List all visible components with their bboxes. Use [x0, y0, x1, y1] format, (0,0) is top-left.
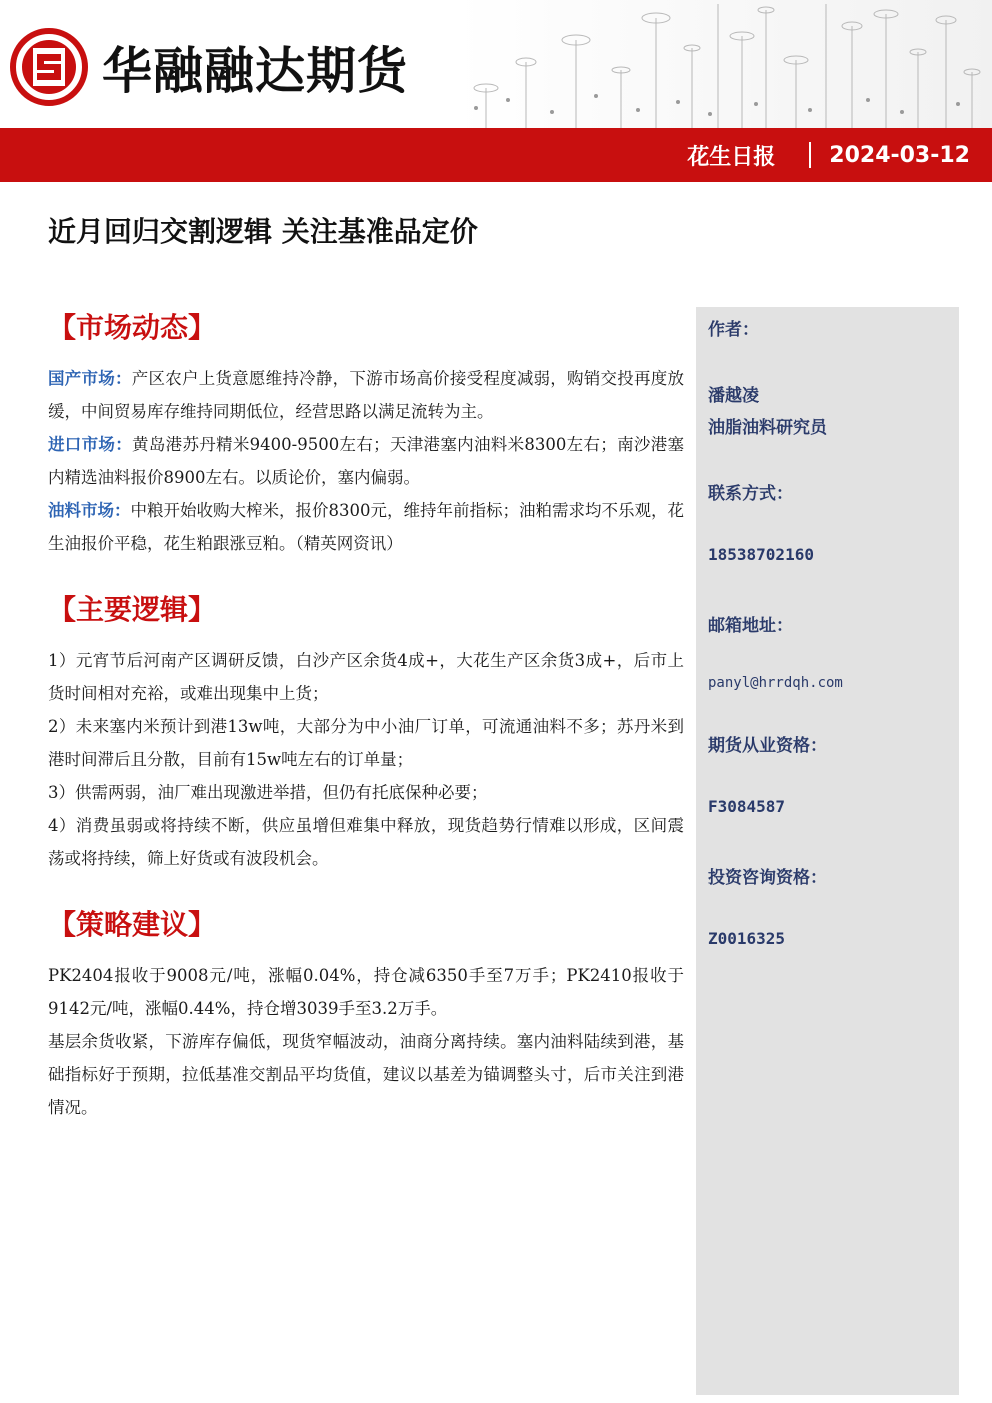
- market-item-oil: [48, 494, 684, 560]
- futures-qualification-label: 期货从业资格：: [708, 736, 827, 756]
- logic-item: 2）未来塞内米预计到港13w吨，大部分为中小油厂订单，可流通油料不多；苏丹米到港时间滞后且分散，目前有15w吨左右的订单量；: [48, 717, 684, 769]
- market-text: 产区农户上货意愿维持冷静，下游市场高价接受程度减弱，购销交投再度放缓，中间贸易库存维持同期低位，经营思路以满足流转为主。: [48, 369, 685, 421]
- logic-item: 3）供需两弱，油厂难出现激进举措，但仍有托底保种必要；: [48, 783, 488, 802]
- author-label: 作者：: [708, 320, 759, 340]
- author-title: 油脂油料研究员: [708, 418, 827, 438]
- market-item-domestic: [48, 362, 684, 428]
- market-label: 油料市场：: [48, 501, 131, 520]
- futures-qualification-value: F3084587: [708, 797, 786, 816]
- market-text: 中粮开始收购大榨米，报价8300元，维持年前指标；油粕需求均不乐观，花生油报价平稳，花生粕跟涨豆粕。（精英网资讯）: [48, 501, 684, 553]
- strategy-item: PK2404报收于9008元/吨，涨幅0.04%，持仓减6350手至7万手；PK2410报收于9142元/吨，涨幅0.44%，持仓增3039手至3.2万手。: [48, 966, 684, 1018]
- header-decoration: [456, 0, 992, 128]
- advisory-qualification-label: 投资咨询资格：: [708, 868, 827, 888]
- main-content: [48, 308, 684, 1124]
- email-label: 邮箱地址：: [708, 616, 793, 636]
- company-logo-icon: [10, 28, 88, 106]
- strategy-item: 基层余货收紧，下游库存偏低，现货窄幅波动，油商分离持续。塞内油料陆续到港，基础指标好于预期，拉低基准交割品平均货值，建议以基差为锚调整头寸，后市关注到港情况。: [48, 1032, 684, 1117]
- brand-name: 华融融达期货: [102, 42, 408, 100]
- market-text: 黄岛港苏丹精米9400-9500左右；天津港塞内油料米8300左右；南沙港塞内精选油料报价8900左右。以质论价，塞内偏弱。: [48, 435, 684, 487]
- logic-item: 1）元宵节后河南产区调研反馈，白沙产区余货4成+，大花生产区余货3成+，后市上货时间相对充裕，或难出现集中上货；: [48, 651, 684, 703]
- author-name: 潘越凌: [708, 386, 759, 406]
- market-item-import: [48, 428, 684, 494]
- report-date: 2024-03-12: [829, 142, 970, 168]
- contact-phone: 18538702160: [708, 545, 814, 564]
- section-heading-strategy: 【策略建议】: [48, 908, 217, 941]
- brand-logo: [10, 22, 408, 112]
- advisory-qualification-value: Z0016325: [708, 929, 786, 948]
- contact-label: 联系方式：: [708, 484, 793, 504]
- market-label: 进口市场：: [48, 435, 133, 454]
- market-label: 国产市场：: [48, 369, 132, 388]
- author-sidebar: [696, 307, 959, 1395]
- logic-item: 4）消费虽弱或将持续不断，供应虽增但难集中释放，现货趋势行情难以形成，区间震荡或将持续，筛上好货或有波段机会。: [48, 816, 684, 868]
- banner-divider: [809, 142, 811, 168]
- section-heading-market: 【市场动态】: [48, 311, 217, 344]
- email-address[interactable]: panyl@hrrdqh.com: [708, 675, 843, 691]
- report-type: 花生日报: [687, 144, 776, 170]
- report-title: 近月回归交割逻辑 关注基准品定价: [48, 215, 478, 248]
- header-banner: [0, 128, 992, 182]
- section-heading-logic: 【主要逻辑】: [48, 593, 217, 626]
